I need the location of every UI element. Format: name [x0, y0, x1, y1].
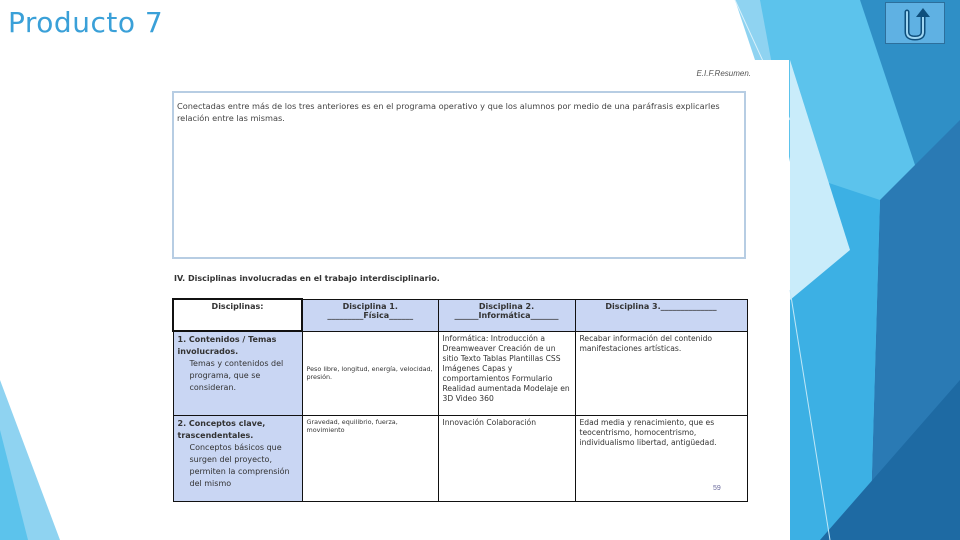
row-description: Temas y contenidos del programa, que se consideran.: [189, 359, 284, 392]
page-number: 59: [713, 485, 721, 492]
header-cell: Disciplinas:: [173, 299, 302, 331]
table-cell: Gravedad, equilibrio, fuerza, movimiento: [302, 415, 438, 501]
document-page: [160, 60, 789, 540]
return-arrow-icon: [886, 3, 944, 43]
header-subtitle: _________Física______: [327, 310, 414, 320]
table-cell: Peso libre, longitud, energía, velocidad, presión.: [302, 331, 438, 415]
document-header: E.I.F.Resumen.: [696, 69, 751, 78]
disciplines-table: [172, 298, 748, 502]
table-cell: Informática: Introducción a Dreamweaver Creación de un sitio Texto Tablas Plantillas CSS Imágenes Capas y comportamientos Formulario Realidad aumentada Modelaje en 3D Video 360: [438, 331, 575, 415]
table-cell: Edad media y renacimiento, que es teocentrismo, homocentrismo, individualismo libertad, antigüedad.: [575, 415, 747, 501]
header-cell: Disciplina 2. ______Informática_______: [438, 299, 575, 331]
header-cell: Disciplina 1. _________Física______: [302, 299, 438, 331]
section-title: IV. Disciplinas involucradas en el trabajo interdisciplinario.: [174, 274, 440, 283]
table-row: [173, 415, 747, 501]
table-cell: Innovación Colaboración: [438, 415, 575, 501]
row-label: 1. Contenidos / Temas involucrados.: [177, 335, 277, 356]
slide-title: Producto 7: [8, 6, 164, 39]
table-header-row: [173, 299, 747, 331]
prompt-text: Conectadas entre más de los tres anteriores es en el programa operativo y que los alumnos por medio de una paráfrasis explicarles relación entre las mismas.: [177, 101, 720, 123]
row-label-cell: [173, 415, 302, 501]
row-label: 2. Conceptos clave, trascendentales.: [177, 418, 266, 440]
row-description: Conceptos básicos que surgen del proyecto, permiten la comprensión del mismo: [189, 442, 290, 488]
table-row: [173, 331, 747, 415]
header-cell: Disciplina 3.______________: [575, 299, 747, 331]
header-subtitle: ______Informática_______: [454, 310, 559, 320]
table-cell: Recabar información del contenido manifestaciones artísticas.: [575, 331, 747, 415]
return-button[interactable]: [885, 2, 945, 44]
row-label-cell: [173, 331, 302, 415]
prompt-text-box: [172, 91, 746, 259]
header-subtitle: ______________: [660, 301, 717, 311]
